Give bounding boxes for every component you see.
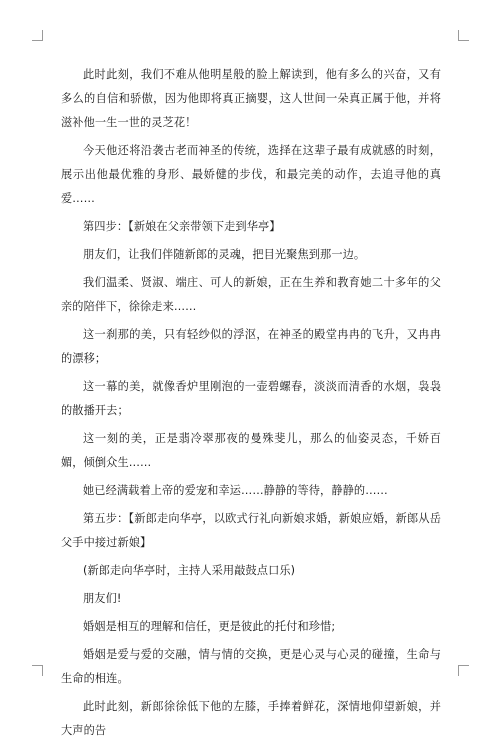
paragraph: 这一刻的美，正是翡冷翠那夜的曼殊斐儿，那么的仙姿灵态，千娇百媚，倾倒众生…… bbox=[61, 432, 441, 469]
step-heading: 第五步：【新郎走向华亭，以欧式行礼向新娘求婚，新娘应婚，新郎从岳父手中接过新娘】 bbox=[61, 512, 441, 549]
paragraph: 此时此刻，新郎徐徐低下他的左膝，手捧着鲜花，深情地仰望新娘，并大声的告 bbox=[61, 700, 441, 737]
crop-mark-bottom-right bbox=[458, 665, 469, 676]
paragraph: 此时此刻，我们不难从他明星般的脸上解读到，他有多么的兴奋，又有多么的自信和骄傲，因为他即将真正摘婴，这人世间一朵真正属于他，并将滋补他一生一世的灵芝花！ bbox=[61, 68, 441, 129]
paragraph: 这一幕的美，就像香炉里刚泡的一壶碧螺春，淡淡而清香的水烟，袅袅的散播开去； bbox=[61, 380, 441, 417]
crop-mark-top-right bbox=[458, 30, 469, 41]
paragraph: 婚姻是相互的理解和信任，更是彼此的托付和珍惜; bbox=[83, 620, 336, 633]
step-heading: 第四步：【新娘在父亲带领下走到华亭】 bbox=[83, 220, 281, 233]
paragraph: 朋友们，让我们伴随新郎的灵魂，把目光聚焦到那一边。 bbox=[83, 248, 366, 261]
crop-mark-top-left bbox=[32, 30, 43, 41]
paragraph: 这一刹那的美，只有轻纱似的浮沤，在神圣的殿堂冉冉的飞升，又冉冉的漂移； bbox=[61, 328, 441, 365]
document-body bbox=[61, 63, 441, 747]
paragraph: 朋友们! bbox=[83, 592, 122, 605]
stage-direction: (新郎走向华亭时，主持人采用敲鼓点口乐) bbox=[83, 564, 296, 577]
paragraph: 婚姻是爱与爱的交融，情与情的交换，更是心灵与心灵的碰撞，生命与生命的相连。 bbox=[61, 648, 441, 685]
paragraph: 我们温柔、贤淑、端庄、可人的新娘，正在生养和教育她二十多年的父亲的陪伴下，徐徐走来…… bbox=[61, 276, 441, 313]
crop-mark-bottom-left bbox=[32, 665, 43, 676]
paragraph: 今天他还将沿袭古老而神圣的传统，选择在这辈子最有成就感的时刻，展示出他最优雅的身形、最娇健的步伐，和最完美的动作，去追寻他的真爱…… bbox=[61, 144, 441, 205]
paragraph: 她已经满载着上帝的爱宠和幸运……静静的等待，静静的…… bbox=[83, 484, 388, 497]
